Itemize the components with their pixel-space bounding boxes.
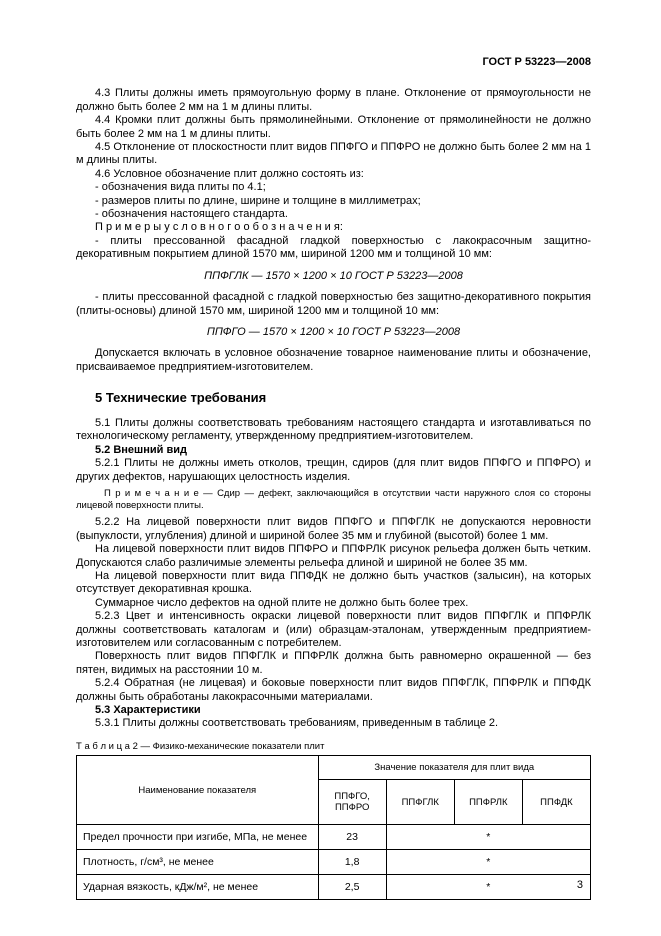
row-value-ppfgo: 1,8 (318, 850, 386, 875)
examples-label: П р и м е р ы у с л о в н о г о о б о з н а ч е н и я: (95, 221, 343, 234)
clause-5-3-1: 5.3.1 Плиты должны соответствовать требованиям, приведенным в таблице 2. (95, 717, 499, 730)
table-header-ppfdk: ППФДК (522, 780, 590, 825)
list-item-standard: - обозначения настоящего стандарта. (95, 208, 288, 221)
clause-5-3-heading: 5.3 Характеристики (95, 704, 201, 717)
section-5-heading: 5 Технические требования (95, 390, 267, 406)
clause-5-2-3: 5.2.3 Цвет и интенсивность окраски лицевой поверхности плит видов ППФГЛК и ППФРЛК должны соответствовать каталогам и (или) образцам-эталонам, утвержденным предприятием-изготовителем или согласованным с потребителем. (76, 610, 591, 649)
row-value-other: * (386, 850, 590, 875)
designation-example-1: ППФГЛК — 1570 × 1200 × 10 ГОСТ Р 53223—2008 (204, 269, 463, 282)
table-header-ppfgo-ppfro: ППФГО, ППФРО (318, 780, 386, 825)
row-value-ppfgo: 23 (318, 825, 386, 850)
clause-4-5: 4.5 Отклонение от плоскостности плит видов ППФГО и ППФРО не должно быть более 2 мм на 1 м длины плиты. (76, 141, 591, 167)
clause-5-1: 5.1 Плиты должны соответствовать требованиям настоящего стандарта и изготавливаться по технологическому регламенту, утвержденному предприятием-изготовителем. (76, 416, 591, 443)
row-parameter-name: Ударная вязкость, кДж/м², не менее (77, 875, 319, 900)
row-value-other: * (386, 875, 590, 900)
row-parameter-name: Предел прочности при изгибе, МПа, не менее (77, 825, 319, 850)
note-sdir: П р и м е ч а н и е — Сдир — дефект, заключающийся в отсутствии части наружного слоя со стороны лицевой поверхности плиты. (76, 488, 591, 512)
clause-5-2-2-defects-total: Суммарное число дефектов на одной плите не должно быть более трех. (95, 596, 469, 609)
clause-4-3: 4.3 Плиты должны иметь прямоугольную форму в плане. Отклонение от прямоугольности не должно быть более 2 мм на 1 м длины плиты. (76, 87, 591, 113)
clause-5-2-2-relief: На лицевой поверхности плит видов ППФРО и ППФРЛК рисунок рельефа должен быть четким. Допускаются слабо различимые элементы рельефа длиной и шириной не более 35 мм. (76, 543, 591, 569)
list-item-dimensions: - размеров плиты по длине, ширине и толщине в миллиметрах; (95, 194, 421, 207)
table-header-ppfglk: ППФГЛК (386, 780, 454, 825)
clause-5-2-2-crumb: На лицевой поверхности плит вида ППФДК не должно быть участков (залысин), на которых отсутствует декоративная крошка. (76, 569, 591, 596)
table-2-physical-mechanical (76, 755, 591, 900)
designation-example-2: ППФГО — 1570 × 1200 × 10 ГОСТ Р 53223—2008 (206, 325, 461, 338)
clause-4-6: 4.6 Условное обозначение плит должно состоять из: (95, 167, 364, 180)
table-2-caption: Т а б л и ц а 2 — Физико-механические показатели плит (76, 740, 325, 752)
page-number: 3 (576, 878, 583, 891)
table-header-ppfrlk: ППФРЛК (454, 780, 522, 825)
table-row-bending-strength (77, 825, 591, 850)
clause-5-2-3-surface: Поверхность плит видов ППФГЛК и ППФРЛК должна быть равномерно окрашенной — без пятен, видимых на расстоянии 10 м. (76, 650, 591, 676)
clause-5-2-4: 5.2.4 Обратная (не лицевая) и боковые поверхности плит видов ППФГЛК, ППФРЛК и ППФДК должны быть обработаны лакокрасочными материалами. (76, 677, 591, 703)
row-value-other: * (386, 825, 590, 850)
example-1-description: - плиты прессованной фасадной гладкой поверхностью с лакокрасочным защитно-декоративным покрытием длиной 1570 мм, шириной 1200 мм и толщиной 10 мм: (76, 234, 591, 261)
table-row-density (77, 850, 591, 875)
table-row-impact-strength (77, 875, 591, 900)
list-item-designation-type: - обозначения вида плиты по 4.1; (95, 181, 266, 194)
document-body (76, 87, 591, 900)
table-header-parameter-name: Наименование показателя (77, 756, 319, 825)
table-header-value-group: Значение показателя для плит вида (318, 756, 590, 780)
example-2-description: - плиты прессованной фасадной с гладкой поверхностью без защитно-декоративного покрытия (плиты-основы) длиной 1570 мм, шириной 1200 мм и толщиной 10 мм: (76, 291, 591, 317)
clause-5-2-2: 5.2.2 На лицевой поверхности плит видов ППФГО и ППФГЛК не допускаются неровности (выпуклости, углубления) длиной и шириной более 35 мм и глубиной (высотой) более 1 мм. (76, 516, 591, 542)
clause-5-2-heading: 5.2 Внешний вид (95, 443, 187, 456)
clause-designation-note: Допускается включать в условное обозначение товарное наименование плиты и обозначение, присваиваемое предприятием-изготовителем. (76, 347, 591, 373)
row-value-ppfgo: 2,5 (318, 875, 386, 900)
doc-number-header: ГОСТ Р 53223—2008 (482, 56, 591, 68)
row-parameter-name: Плотность, г/см³, не менее (77, 850, 319, 875)
clause-5-2-1: 5.2.1 Плиты не должны иметь отколов, трещин, сдиров (для плит видов ППФГО и ППФРО) и других дефектов, нарушающих целостность изделия. (76, 457, 591, 483)
clause-4-4: 4.4 Кромки плит должны быть прямолинейными. Отклонение от прямолинейности не должно быть более 2 мм на 1 м длины плиты. (76, 114, 591, 140)
